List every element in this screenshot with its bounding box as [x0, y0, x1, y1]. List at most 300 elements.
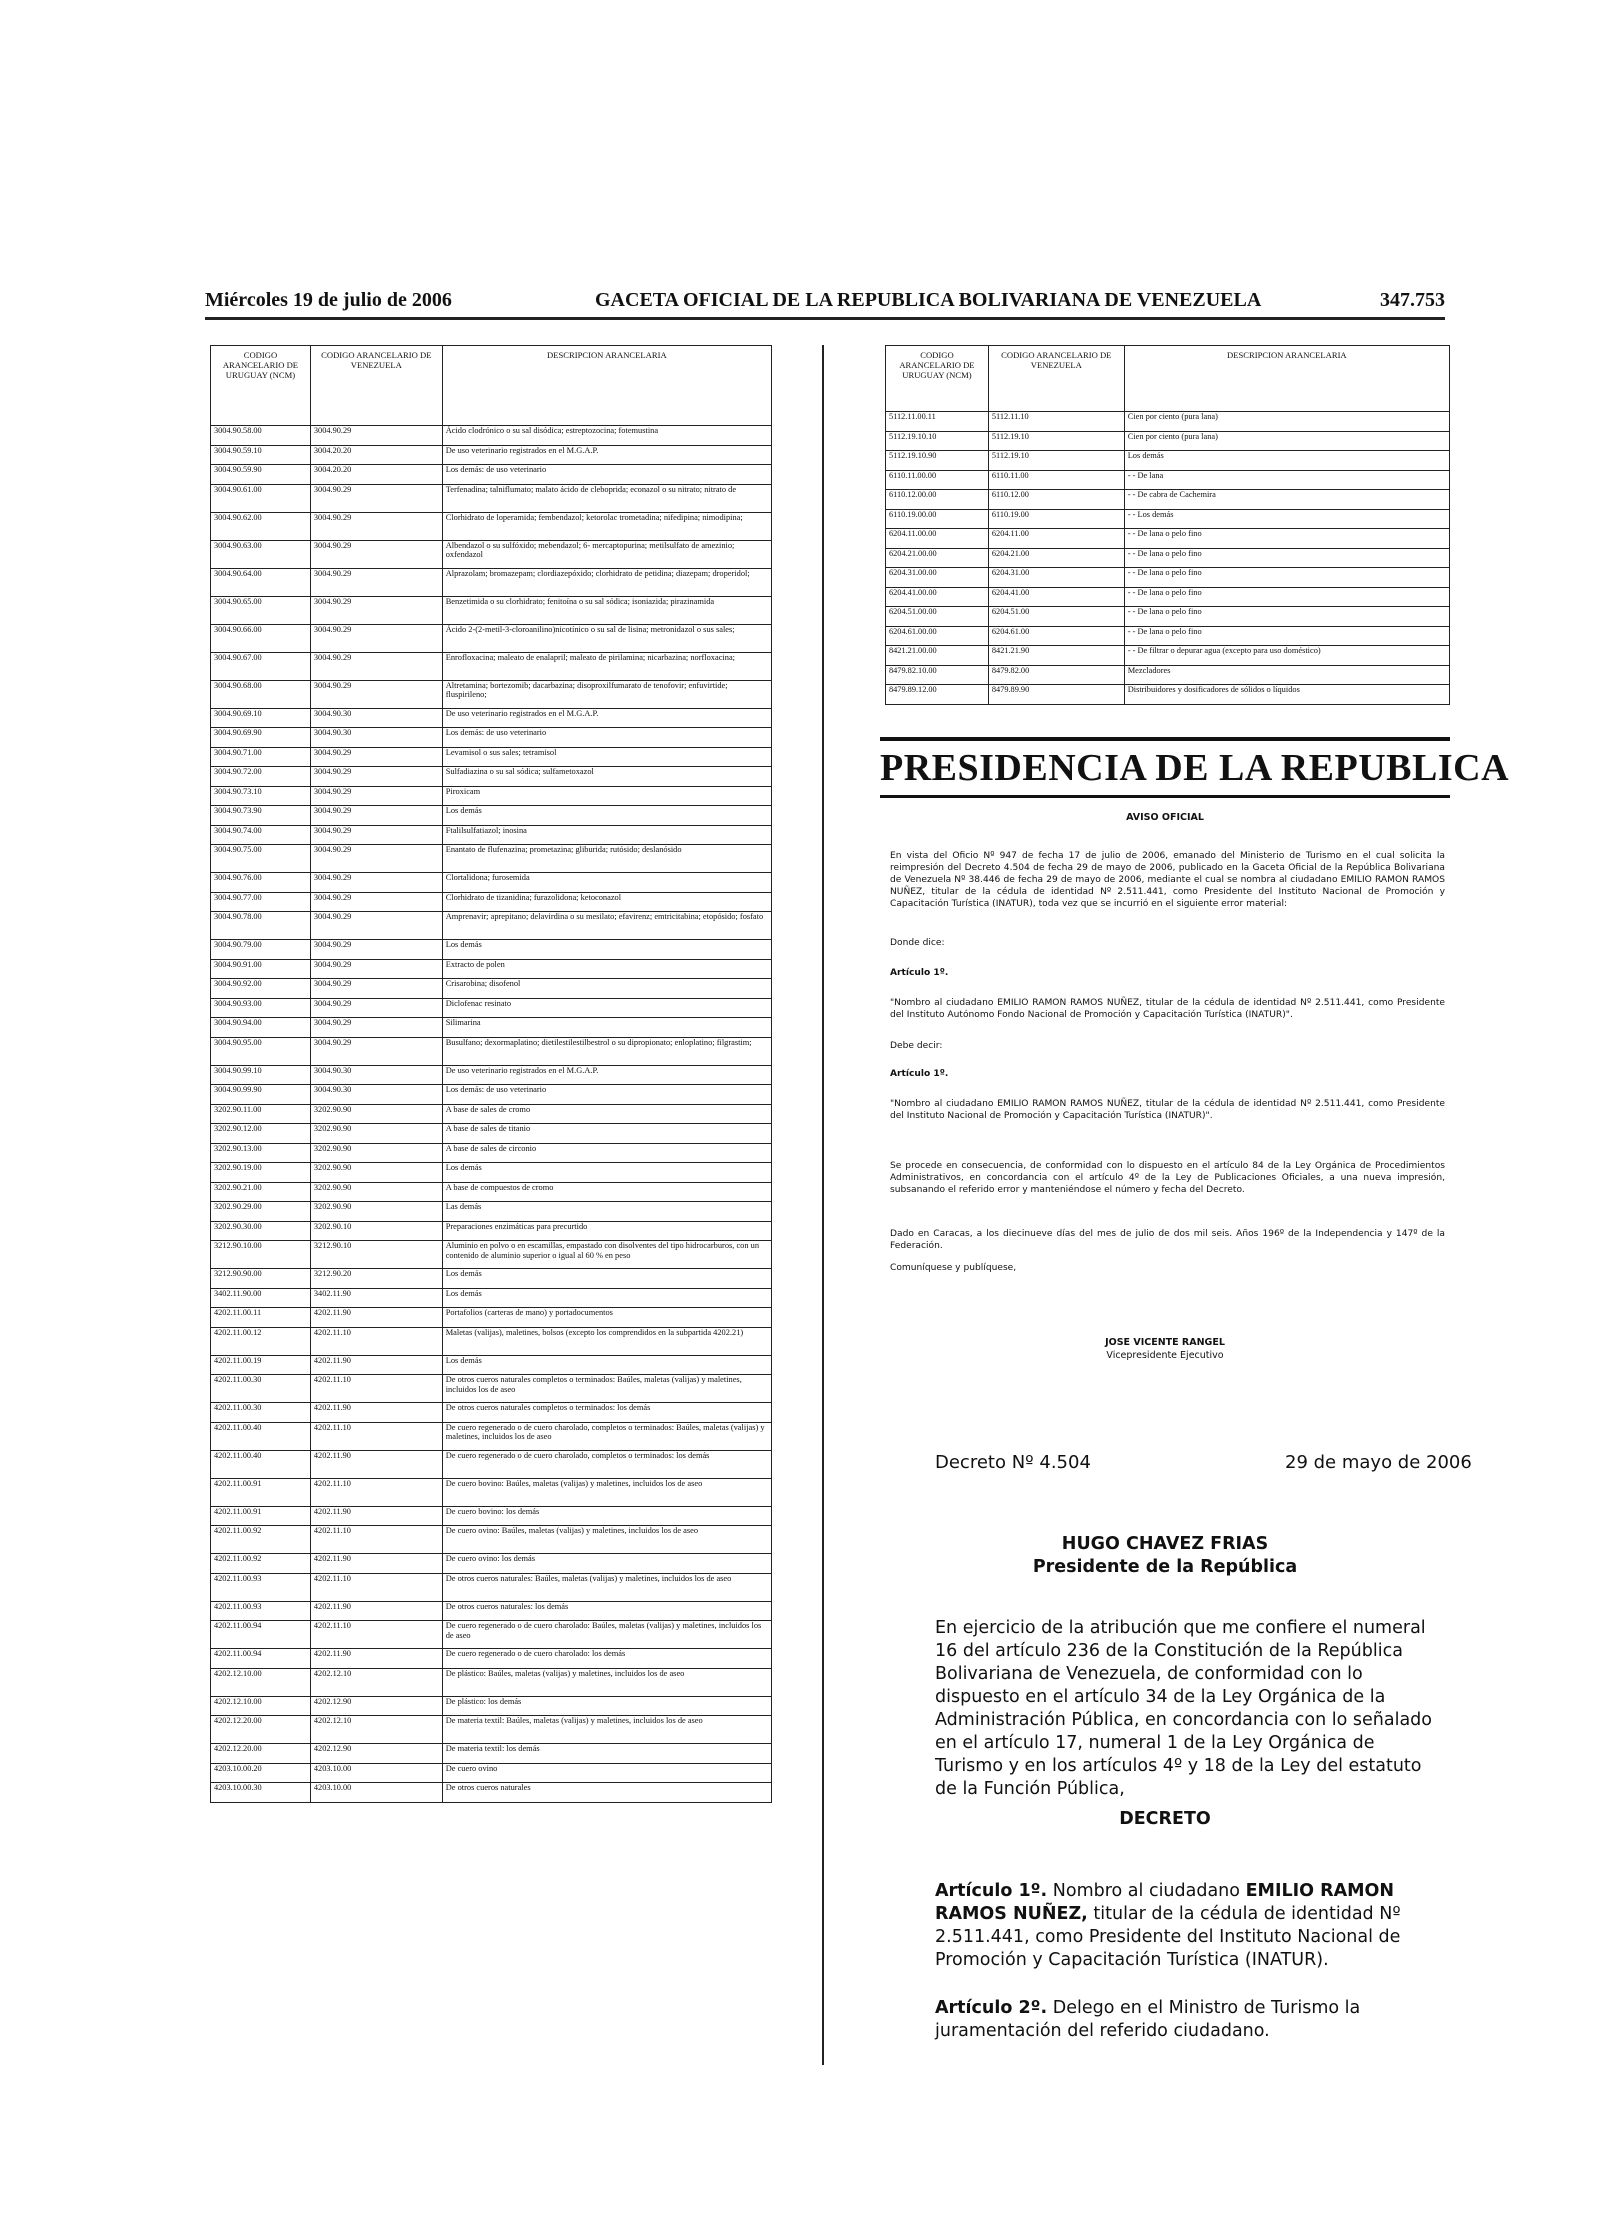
code-uruguay-cell: 3202.90.19.00	[211, 1163, 311, 1183]
code-uruguay-cell: 3004.90.63.00	[211, 540, 311, 568]
code-uruguay-cell: 5112.11.00.11	[886, 412, 989, 432]
description-cell: De cuero ovino: los demás	[442, 1554, 771, 1574]
code-uruguay-cell: 6110.12.00.00	[886, 490, 989, 510]
description-cell: Sulfadiazina o su sal sódica; sulfametoxazol	[442, 767, 771, 787]
description-cell: Los demás: de uso veterinario	[442, 1085, 771, 1105]
description-cell: Terfenadina; talniflumato; malato ácido de cleboprida; econazol o su nitrato; nitrato de	[442, 484, 771, 512]
aviso-donde-dice: Donde dice:	[890, 938, 945, 948]
table-row	[211, 1450, 772, 1478]
section-title: PRESIDENCIA DE LA REPUBLICA	[880, 747, 1510, 789]
code-uruguay-cell: 6204.31.00.00	[886, 568, 989, 588]
tariff-table-right-body	[886, 412, 1450, 705]
code-venezuela-cell: 4202.11.90	[310, 1403, 442, 1423]
table-row	[211, 1269, 772, 1289]
tariff-table-right	[885, 345, 1450, 705]
code-venezuela-cell: 4202.11.10	[310, 1526, 442, 1554]
code-venezuela-cell: 4202.12.10	[310, 1716, 442, 1744]
description-cell: Altretamina; bortezomib; dacarbazina; disoproxilfumarato de tenofovir; enfuvirtide; fluspirileno;	[442, 680, 771, 708]
description-cell: De otros cueros naturales completos o terminados: Baúles, maletas (valijas) y maletines, incluidos los de aseo	[442, 1375, 771, 1403]
code-venezuela-cell: 4202.11.90	[310, 1450, 442, 1478]
code-uruguay-cell: 3004.90.74.00	[211, 825, 311, 845]
table-row	[211, 1104, 772, 1124]
code-venezuela-cell: 3202.90.90	[310, 1143, 442, 1163]
signer-title: Vicepresidente Ejecutivo	[1106, 1350, 1224, 1361]
code-uruguay-cell: 3202.90.11.00	[211, 1104, 311, 1124]
code-venezuela-cell: 3004.90.30	[310, 728, 442, 748]
table-row	[211, 1143, 772, 1163]
description-cell: - - De lana o pelo fino	[1124, 626, 1449, 646]
table-row	[886, 431, 1450, 451]
table-row	[211, 1182, 772, 1202]
code-uruguay-cell: 3004.90.93.00	[211, 998, 311, 1018]
code-venezuela-cell: 3004.90.29	[310, 767, 442, 787]
table-row	[886, 626, 1450, 646]
description-cell: Los demás	[442, 940, 771, 960]
code-venezuela-cell: 6204.61.00	[988, 626, 1124, 646]
header-gazette-title: GACETA OFICIAL DE LA REPUBLICA BOLIVARIANA DE VENEZUELA	[595, 289, 1262, 311]
table-row	[886, 646, 1450, 666]
table-row	[886, 665, 1450, 685]
description-cell: - - De cabra de Cachemira	[1124, 490, 1449, 510]
code-uruguay-cell: 3004.90.73.90	[211, 806, 311, 826]
table-row	[211, 624, 772, 652]
code-venezuela-cell: 5112.19.10	[988, 431, 1124, 451]
code-venezuela-cell: 4202.11.90	[310, 1308, 442, 1328]
table-row	[211, 1601, 772, 1621]
president-name: HUGO CHAVEZ FRIAS	[1061, 1534, 1269, 1554]
president-title: Presidente de la República	[1032, 1557, 1298, 1577]
code-venezuela-cell: 6204.21.00	[988, 548, 1124, 568]
table-row	[211, 426, 772, 446]
description-cell: - - De lana	[1124, 470, 1449, 490]
description-cell: - - De lana o pelo fino	[1124, 587, 1449, 607]
col-header-uruguay: CODIGO ARANCELARIO DE URUGUAY (NCM)	[886, 346, 989, 412]
description-cell: Enrofloxacina; maleato de enalapril; maleato de pirilamina; nicarbazina; norfloxacina;	[442, 652, 771, 680]
description-cell: Los demás: de uso veterinario	[442, 728, 771, 748]
table-row	[886, 412, 1450, 432]
code-venezuela-cell: 8479.89.90	[988, 685, 1124, 705]
code-venezuela-cell: 3202.90.90	[310, 1182, 442, 1202]
description-cell: De otros cueros naturales: los demás	[442, 1601, 771, 1621]
description-cell: Silimarina	[442, 1018, 771, 1038]
code-venezuela-cell: 3004.90.29	[310, 540, 442, 568]
table-row	[886, 548, 1450, 568]
description-cell: Cien por ciento (pura lana)	[1124, 412, 1449, 432]
tariff-table-left	[210, 345, 772, 1803]
code-venezuela-cell: 3004.90.29	[310, 624, 442, 652]
description-cell: Clorhidrato de loperamida; fembendazol; ketorolac trometadina; nifedipina; nimodipina;	[442, 512, 771, 540]
code-venezuela-cell: 4203.10.00	[310, 1763, 442, 1783]
code-venezuela-cell: 3004.90.29	[310, 892, 442, 912]
table-row	[211, 1327, 772, 1355]
code-venezuela-cell: 3004.90.29	[310, 426, 442, 446]
code-uruguay-cell: 8421.21.00.00	[886, 646, 989, 666]
table-row	[211, 465, 772, 485]
code-uruguay-cell: 6204.41.00.00	[886, 587, 989, 607]
code-venezuela-cell: 4202.11.10	[310, 1573, 442, 1601]
decreto-number: Decreto Nº 4.504	[935, 1452, 1091, 1473]
decreto-preamble: En ejercicio de la atribución que me confiere el numeral 16 del artículo 236 de la Constitución de la República Bolivariana de Venezuela, de conformidad con lo dispuesto en el artículo 34 de la Ley Orgánica de la Administración Pública, en concordancia con lo señalado en el artículo 17, numeral 1 de la Ley Orgánica de Turismo y en los artículos 4º y 18 de la Ley del estatuto de la Función Pública,	[935, 1618, 1432, 1799]
code-uruguay-cell: 4202.11.00.11	[211, 1308, 311, 1328]
description-cell: Busulfano; dexormaplatino; dietilestilestilbestrol o su dipropionato; enloplatino; filgrastim;	[442, 1037, 771, 1065]
code-venezuela-cell: 3004.90.29	[310, 568, 442, 596]
table-row	[886, 470, 1450, 490]
description-cell: A base de sales de titanio	[442, 1124, 771, 1144]
table-row	[211, 540, 772, 568]
description-cell: Los demás	[442, 1288, 771, 1308]
table-row	[211, 1621, 772, 1649]
code-venezuela-cell: 6110.19.00	[988, 509, 1124, 529]
code-venezuela-cell: 3004.90.29	[310, 747, 442, 767]
code-venezuela-cell: 6204.31.00	[988, 568, 1124, 588]
description-cell: De uso veterinario registrados en el M.G.A.P.	[442, 708, 771, 728]
decreto-article-1	[935, 1880, 1443, 1972]
code-venezuela-cell: 3004.20.20	[310, 445, 442, 465]
code-uruguay-cell: 3004.90.71.00	[211, 747, 311, 767]
code-venezuela-cell: 4202.12.10	[310, 1668, 442, 1696]
code-uruguay-cell: 3004.90.67.00	[211, 652, 311, 680]
code-uruguay-cell: 3004.90.68.00	[211, 680, 311, 708]
table-row	[211, 445, 772, 465]
description-cell: Portafolios (carteras de mano) y portadocumentos	[442, 1308, 771, 1328]
table-row	[211, 1526, 772, 1554]
decreto-heading: DECRETO	[1119, 1809, 1211, 1829]
table-row	[211, 1649, 772, 1669]
description-cell: De cuero bovino: los demás	[442, 1506, 771, 1526]
code-uruguay-cell: 4202.11.00.94	[211, 1649, 311, 1669]
table-row	[886, 685, 1450, 705]
col-header-uruguay: CODIGO ARANCELARIO DE URUGUAY (NCM)	[211, 346, 311, 426]
code-uruguay-cell: 3004.90.79.00	[211, 940, 311, 960]
table-row	[886, 529, 1450, 549]
aviso-art1-label: Artículo 1º.	[890, 968, 949, 978]
code-uruguay-cell: 3004.90.69.90	[211, 728, 311, 748]
description-cell: Piroxicam	[442, 786, 771, 806]
description-cell: Extracto de polen	[442, 959, 771, 979]
code-uruguay-cell: 6204.11.00.00	[886, 529, 989, 549]
code-uruguay-cell: 5112.19.10.10	[886, 431, 989, 451]
description-cell: Albendazol o su sulfóxido; mebendazol; 6- mercaptopurina; metilsulfato de amezinio; oxfendazol	[442, 540, 771, 568]
table-row	[211, 1744, 772, 1764]
description-cell: - - De filtrar o depurar agua (excepto para uso doméstico)	[1124, 646, 1449, 666]
description-cell: - - De lana o pelo fino	[1124, 548, 1449, 568]
article-2-label: Artículo 2º.	[935, 1998, 1048, 2018]
code-uruguay-cell: 3202.90.21.00	[211, 1182, 311, 1202]
description-cell: Ftalilsulfatiazol; inosina	[442, 825, 771, 845]
code-venezuela-cell: 3212.90.20	[310, 1269, 442, 1289]
code-uruguay-cell: 4202.12.20.00	[211, 1716, 311, 1744]
description-cell: De cuero regenerado o de cuero charolado, completos o terminados: los demás	[442, 1450, 771, 1478]
code-venezuela-cell: 4202.11.10	[310, 1478, 442, 1506]
table-row	[211, 1163, 772, 1183]
article-1-pre: Nombro al ciudadano	[1052, 1881, 1240, 1901]
header-page-number: 347.753	[1380, 289, 1445, 311]
code-venezuela-cell: 4202.11.10	[310, 1375, 442, 1403]
table-row	[211, 708, 772, 728]
code-venezuela-cell: 4202.11.90	[310, 1649, 442, 1669]
table-row	[211, 1716, 772, 1744]
code-venezuela-cell: 3202.90.10	[310, 1221, 442, 1241]
page-header	[205, 289, 1445, 315]
description-cell: Clorhidrato de tizanidina; furazolidona; ketoconazol	[442, 892, 771, 912]
code-venezuela-cell: 4202.11.90	[310, 1506, 442, 1526]
code-uruguay-cell: 3004.90.92.00	[211, 979, 311, 999]
description-cell: Crisarobina; disofenol	[442, 979, 771, 999]
code-venezuela-cell: 3004.90.30	[310, 1085, 442, 1105]
table-row	[211, 1241, 772, 1269]
description-cell: De cuero regenerado o de cuero charolado: los demás	[442, 1649, 771, 1669]
aviso-debe-decir: Debe decir:	[890, 1041, 943, 1051]
code-uruguay-cell: 4202.11.00.93	[211, 1601, 311, 1621]
table-row	[211, 806, 772, 826]
code-venezuela-cell: 6110.12.00	[988, 490, 1124, 510]
header-rule	[205, 317, 1445, 320]
aviso-intro: En vista del Oficio Nº 947 de fecha 17 de julio de 2006, emanado del Ministerio de Turismo en el cual solicita la reimpresión del Decreto 4.504 de fecha 29 de mayo de 2006, publicado en la Gaceta Oficial de la República Bolivariana de Venezuela Nº 38.446 de fecha 29 de mayo de 2006, mediante el cual se nombra al ciudadano EMILIO RAMON RAMOS NUÑEZ, titular de la cédula de identidad Nº 2.511.441, como Presidente del Instituto Nacional de Promoción y Capacitación Turística (INATUR), toda vez que se incurrió en el siguiente error material:	[890, 851, 1445, 909]
code-venezuela-cell: 4203.10.00	[310, 1783, 442, 1803]
description-cell: De uso veterinario registrados en el M.G.A.P.	[442, 445, 771, 465]
code-uruguay-cell: 4202.11.00.40	[211, 1450, 311, 1478]
code-venezuela-cell: 3004.90.29	[310, 1037, 442, 1065]
table-row	[211, 680, 772, 708]
description-cell: De materia textil: Baúles, maletas (valijas) y maletines, incluidos los de aseo	[442, 1716, 771, 1744]
code-uruguay-cell: 6110.19.00.00	[886, 509, 989, 529]
article-2-text: Delego en el Ministro de Turismo la juramentación del referido ciudadano.	[935, 1998, 1361, 2041]
code-venezuela-cell: 5112.11.10	[988, 412, 1124, 432]
code-uruguay-cell: 8479.89.12.00	[886, 685, 989, 705]
code-uruguay-cell: 3202.90.12.00	[211, 1124, 311, 1144]
code-venezuela-cell: 4202.11.90	[310, 1601, 442, 1621]
description-cell: A base de compuestos de cromo	[442, 1182, 771, 1202]
description-cell: Maletas (valijas), maletines, bolsos (excepto los comprendidos en la subpartida 4202.21)	[442, 1327, 771, 1355]
table-row	[886, 490, 1450, 510]
table-row	[211, 568, 772, 596]
description-cell: Enantato de flufenazina; prometazina; gliburida; rutósido; deslanósido	[442, 845, 771, 873]
tariff-table-left-body	[211, 426, 772, 1803]
description-cell: A base de sales de cromo	[442, 1104, 771, 1124]
code-uruguay-cell: 8479.82.10.00	[886, 665, 989, 685]
code-venezuela-cell: 4202.11.10	[310, 1621, 442, 1649]
code-uruguay-cell: 4202.11.00.40	[211, 1422, 311, 1450]
description-cell: Los demás	[442, 1269, 771, 1289]
code-venezuela-cell: 6110.11.00	[988, 470, 1124, 490]
description-cell: Los demás	[442, 1163, 771, 1183]
code-uruguay-cell: 3004.90.95.00	[211, 1037, 311, 1065]
code-venezuela-cell: 3004.90.29	[310, 786, 442, 806]
description-cell: De otros cueros naturales	[442, 1783, 771, 1803]
description-cell: Ácido clodrónico o su sal disódica; estreptozocina; fotemustina	[442, 426, 771, 446]
code-uruguay-cell: 4202.11.00.91	[211, 1506, 311, 1526]
article-1-post: titular de la cédula de identidad Nº 2.511.441, como Presidente del Instituto Nacional de Promoción y Capacitación Turística (INATUR).	[935, 1904, 1401, 1970]
description-cell: A base de sales de circonio	[442, 1143, 771, 1163]
col-header-venezuela: CODIGO ARANCELARIO DE VENEZUELA	[310, 346, 442, 426]
table-row	[211, 512, 772, 540]
table-row	[886, 568, 1450, 588]
table-row	[211, 892, 772, 912]
code-venezuela-cell: 3004.90.29	[310, 912, 442, 940]
code-uruguay-cell: 6110.11.00.00	[886, 470, 989, 490]
table-row	[211, 825, 772, 845]
column-divider	[822, 345, 824, 2065]
table-row	[211, 1085, 772, 1105]
description-cell: Mezcladores	[1124, 665, 1449, 685]
code-uruguay-cell: 4203.10.00.30	[211, 1783, 311, 1803]
code-uruguay-cell: 3004.90.58.00	[211, 426, 311, 446]
code-venezuela-cell: 3004.90.29	[310, 680, 442, 708]
description-cell: Cien por ciento (pura lana)	[1124, 431, 1449, 451]
table-row	[211, 1783, 772, 1803]
signer-name: JOSE VICENTE RANGEL	[1105, 1337, 1225, 1348]
code-uruguay-cell: 6204.21.00.00	[886, 548, 989, 568]
code-uruguay-cell: 3004.90.94.00	[211, 1018, 311, 1038]
code-venezuela-cell: 3004.90.29	[310, 940, 442, 960]
code-venezuela-cell: 3004.90.29	[310, 512, 442, 540]
table-row	[211, 1403, 772, 1423]
table-row	[211, 1375, 772, 1403]
description-cell: De otros cueros naturales completos o terminados: los demás	[442, 1403, 771, 1423]
description-cell: De cuero regenerado o de cuero charolado: Baúles, maletas (valijas) y maletines, incluidos los de aseo	[442, 1621, 771, 1649]
code-venezuela-cell: 8421.21.90	[988, 646, 1124, 666]
table-row	[211, 786, 772, 806]
table-row	[211, 1668, 772, 1696]
table-row	[211, 873, 772, 893]
code-uruguay-cell: 4202.12.10.00	[211, 1668, 311, 1696]
description-cell: De materia textil: los demás	[442, 1744, 771, 1764]
table-row	[211, 912, 772, 940]
table-row	[211, 1288, 772, 1308]
description-cell: De cuero ovino	[442, 1763, 771, 1783]
description-cell: - - De lana o pelo fino	[1124, 607, 1449, 627]
code-uruguay-cell: 4202.11.00.92	[211, 1526, 311, 1554]
code-venezuela-cell: 3004.90.29	[310, 873, 442, 893]
code-venezuela-cell: 4202.12.90	[310, 1696, 442, 1716]
code-uruguay-cell: 4202.11.00.94	[211, 1621, 311, 1649]
code-venezuela-cell: 3004.90.29	[310, 959, 442, 979]
code-uruguay-cell: 4202.11.00.93	[211, 1573, 311, 1601]
description-cell: - - De lana o pelo fino	[1124, 529, 1449, 549]
description-cell: Ácido 2-(2-metil-3-cloroanilino)nicotínico o su sal de lisina; metronidazol o sus sales;	[442, 624, 771, 652]
description-cell: De cuero ovino: Baúles, maletas (valijas) y maletines, incluidos los de aseo	[442, 1526, 771, 1554]
description-cell: De cuero bovino: Baúles, maletas (valijas) y maletines, incluidos los de aseo	[442, 1478, 771, 1506]
header-date: Miércoles 19 de julio de 2006	[205, 289, 452, 311]
section-rule-bottom	[880, 795, 1450, 798]
code-uruguay-cell: 3004.90.72.00	[211, 767, 311, 787]
code-venezuela-cell: 3004.90.29	[310, 484, 442, 512]
code-uruguay-cell: 4202.11.00.92	[211, 1554, 311, 1574]
col-header-venezuela: CODIGO ARANCELARIO DE VENEZUELA	[988, 346, 1124, 412]
table-row	[211, 1696, 772, 1716]
table-row	[211, 1018, 772, 1038]
code-uruguay-cell: 5112.19.10.90	[886, 451, 989, 471]
code-venezuela-cell: 6204.41.00	[988, 587, 1124, 607]
code-uruguay-cell: 3004.90.65.00	[211, 596, 311, 624]
table-row	[886, 587, 1450, 607]
code-uruguay-cell: 6204.51.00.00	[886, 607, 989, 627]
description-cell: De cuero regenerado o de cuero charolado, completos o terminados: Baúles, maletas (valijas) y maletines, incluidos los de aseo	[442, 1422, 771, 1450]
code-uruguay-cell: 3004.90.99.90	[211, 1085, 311, 1105]
table-row	[211, 1573, 772, 1601]
article-1-name: EMILIO RAMON RAMOS NUÑEZ,	[935, 1881, 1395, 1924]
description-cell: De otros cueros naturales: Baúles, maletas (valijas) y maletines, incluidos los de aseo	[442, 1573, 771, 1601]
article-1-label: Artículo 1º.	[935, 1881, 1048, 1901]
code-uruguay-cell: 3402.11.90.00	[211, 1288, 311, 1308]
table-row	[211, 1065, 772, 1085]
description-cell: Distribuidores y dosificadores de sólidos o líquidos	[1124, 685, 1449, 705]
description-cell: Aluminio en polvo o en escamillas, empastado con disolventes del tipo hidrocarburos, con un contenido de aluminio superior o igual al 60 % en peso	[442, 1241, 771, 1269]
code-venezuela-cell: 3004.90.29	[310, 596, 442, 624]
code-uruguay-cell: 3004.90.64.00	[211, 568, 311, 596]
table-row	[886, 509, 1450, 529]
code-uruguay-cell: 3004.90.59.90	[211, 465, 311, 485]
table-row	[211, 1763, 772, 1783]
code-venezuela-cell: 3004.20.20	[310, 465, 442, 485]
code-venezuela-cell: 4202.11.90	[310, 1355, 442, 1375]
decreto-date: 29 de mayo de 2006	[1285, 1452, 1472, 1473]
table-row	[211, 747, 772, 767]
description-cell: Amprenavir; aprepitano; delavirdina o su mesilato; efavirenz; emtricitabina; etopósido; fosfato	[442, 912, 771, 940]
code-uruguay-cell: 4202.12.20.00	[211, 1744, 311, 1764]
code-venezuela-cell: 8479.82.00	[988, 665, 1124, 685]
code-uruguay-cell: 3004.90.99.10	[211, 1065, 311, 1085]
aviso-procede: Se procede en consecuencia, de conformidad con lo dispuesto en el artículo 84 de la Ley Orgánica de Procedimientos Administrativos, en concordancia con el artículo 4º de la Ley de Publicaciones Oficiales, a una nueva impresión, subsanando el referido error y manteniéndose el número y fecha del Decreto.	[890, 1161, 1445, 1195]
col-header-descripcion: DESCRIPCION ARANCELARIA	[442, 346, 771, 426]
code-uruguay-cell: 3004.90.77.00	[211, 892, 311, 912]
description-cell: Alprazolam; bromazepam; clordiazepóxido; clorhidrato de petidina; diazepam; droperidol;	[442, 568, 771, 596]
code-uruguay-cell: 4202.11.00.30	[211, 1375, 311, 1403]
code-venezuela-cell: 3004.90.30	[310, 1065, 442, 1085]
table-row	[211, 484, 772, 512]
description-cell: De plástico: los demás	[442, 1696, 771, 1716]
table-row	[211, 1124, 772, 1144]
table-row	[211, 1478, 772, 1506]
code-venezuela-cell: 3202.90.90	[310, 1124, 442, 1144]
code-uruguay-cell: 4202.11.00.12	[211, 1327, 311, 1355]
table-row	[211, 845, 772, 873]
code-venezuela-cell: 3402.11.90	[310, 1288, 442, 1308]
code-uruguay-cell: 3004.90.61.00	[211, 484, 311, 512]
aviso-art1-label-2: Artículo 1º.	[890, 1069, 949, 1079]
table-row	[211, 1221, 772, 1241]
aviso-comuniquese: Comuníquese y publíquese,	[890, 1263, 1017, 1273]
table-row	[211, 940, 772, 960]
table-row	[211, 728, 772, 748]
aviso-art1-right: "Nombro al ciudadano EMILIO RAMON RAMOS NUÑEZ, titular de la cédula de identidad Nº 2.511.441, como Presidente del Instituto Nacional de Promoción y Capacitación Turística (INATUR)".	[890, 1099, 1445, 1121]
code-venezuela-cell: 3202.90.90	[310, 1163, 442, 1183]
table-row	[211, 1308, 772, 1328]
description-cell: Los demás	[1124, 451, 1449, 471]
decreto-article-2	[935, 1997, 1443, 2043]
code-uruguay-cell: 3004.90.75.00	[211, 845, 311, 873]
code-uruguay-cell: 3004.90.73.10	[211, 786, 311, 806]
code-venezuela-cell: 3212.90.10	[310, 1241, 442, 1269]
code-venezuela-cell: 4202.11.10	[310, 1327, 442, 1355]
table-row	[211, 959, 772, 979]
description-cell: De plástico: Baúles, maletas (valijas) y maletines, incluidos los de aseo	[442, 1668, 771, 1696]
table-row	[211, 1202, 772, 1222]
code-venezuela-cell: 4202.12.90	[310, 1744, 442, 1764]
aviso-dado: Dado en Caracas, a los diecinueve días del mes de julio de dos mil seis. Años 196º de la Independencia y 147º de la Federación.	[890, 1229, 1445, 1251]
table-row	[211, 596, 772, 624]
code-uruguay-cell: 4202.11.00.19	[211, 1355, 311, 1375]
aviso-title: AVISO OFICIAL	[1126, 812, 1204, 823]
code-venezuela-cell: 5112.19.10	[988, 451, 1124, 471]
code-venezuela-cell: 6204.11.00	[988, 529, 1124, 549]
code-uruguay-cell: 3004.90.91.00	[211, 959, 311, 979]
section-rule-top	[880, 737, 1450, 741]
code-venezuela-cell: 3004.90.29	[310, 845, 442, 873]
table-row	[211, 652, 772, 680]
table-row	[211, 998, 772, 1018]
description-cell: Los demás	[442, 806, 771, 826]
